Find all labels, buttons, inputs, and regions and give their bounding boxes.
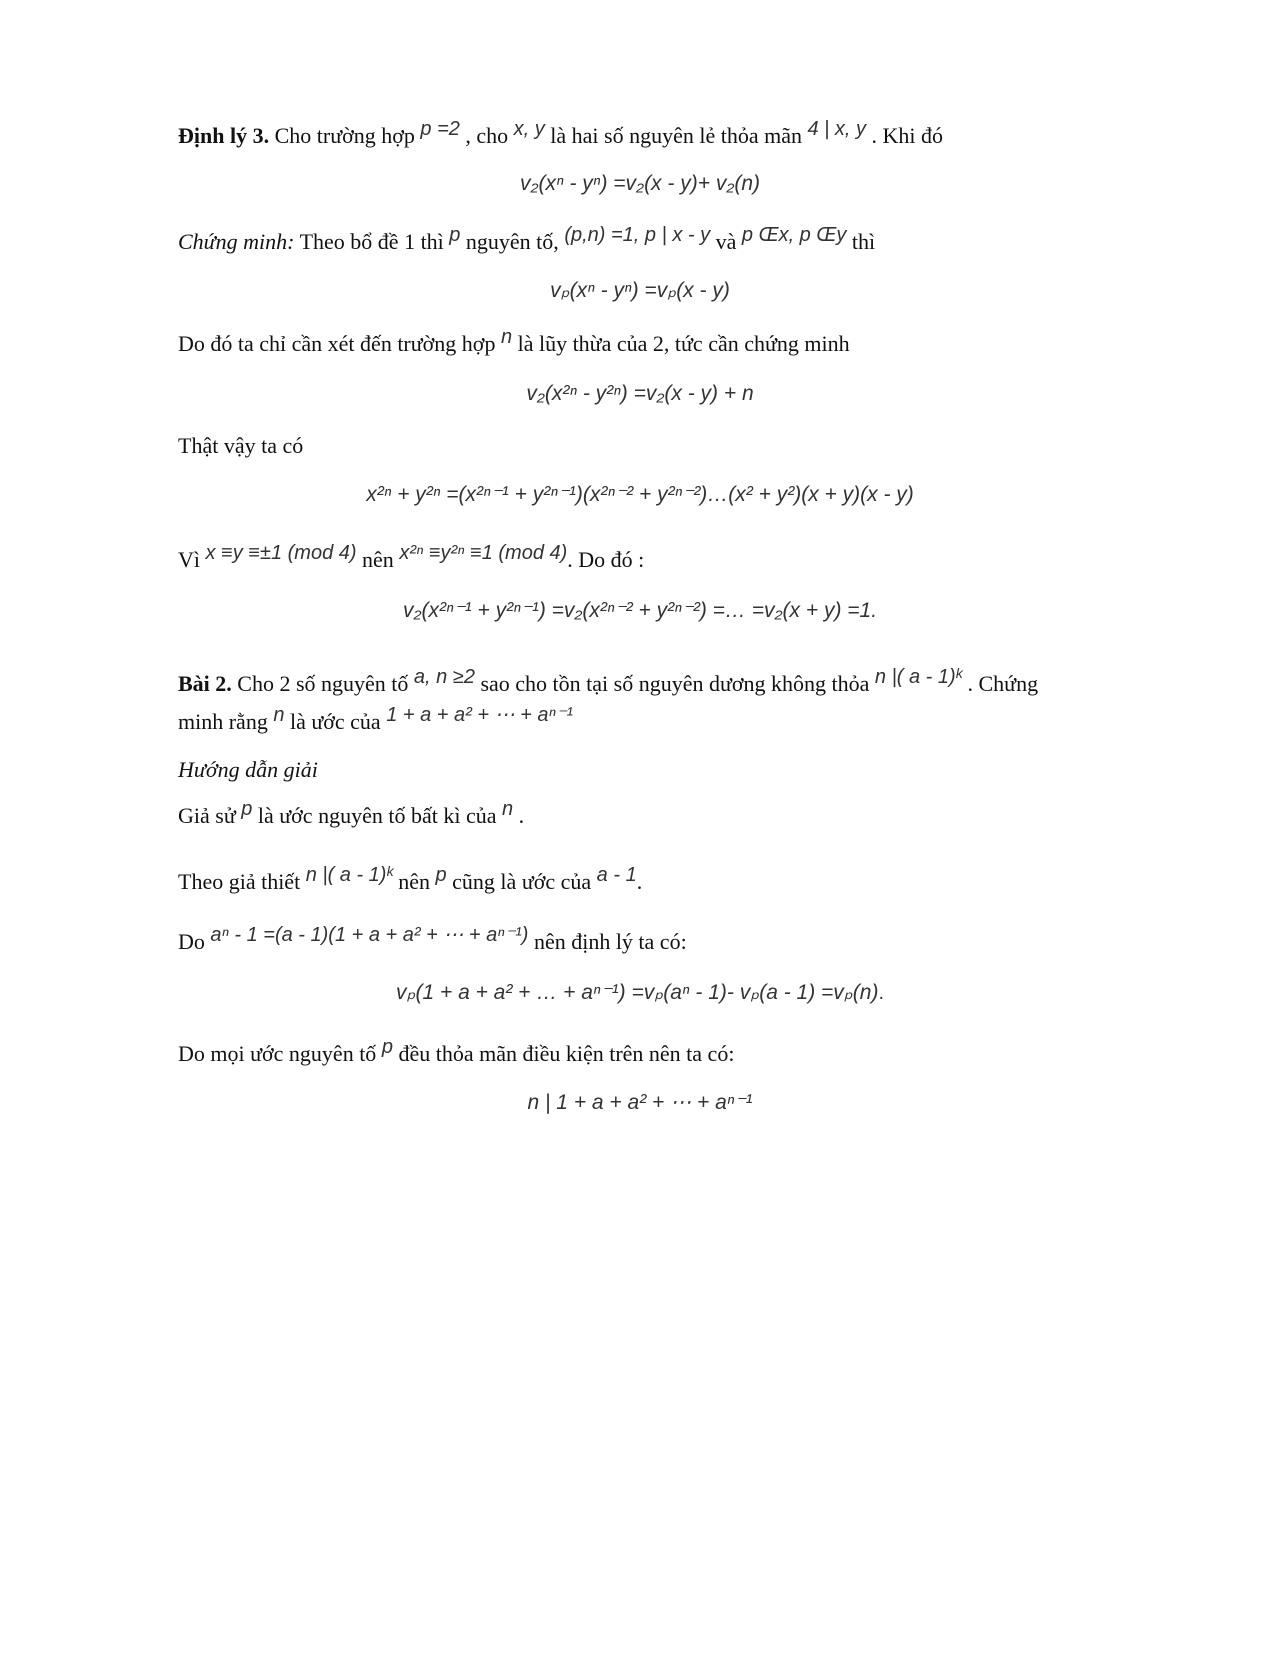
solution-formula-text: vₚ(1 + a + a² + … + aⁿ⁻¹) =vₚ(aⁿ - 1)- vₚ(a - 1) =vₚ(n) — [395, 981, 879, 1004]
theorem-text: , cho — [459, 123, 514, 148]
math-not-divides: p Œx, p Œy — [741, 224, 847, 246]
proof-line-3: Thật vậy ta có — [178, 433, 304, 458]
solution-text: nên — [392, 869, 436, 894]
math-p: p — [435, 864, 447, 886]
math-a-minus-1: a - 1 — [596, 864, 637, 886]
math-congruence-1: x ≡y ≡±1 (mod 4) — [205, 542, 357, 564]
math-divisibility: 4 | x, y — [807, 118, 867, 140]
solution-line-1 — [178, 798, 525, 831]
theorem-text: là hai số nguyên lẻ thỏa mãn — [544, 123, 808, 148]
exercise-line-1 — [178, 666, 1039, 699]
exercise-text: minh rằng — [178, 709, 274, 734]
solution-line-3 — [178, 924, 687, 957]
proof-text: Vì — [178, 547, 206, 572]
exercise-text: Cho 2 số nguyên tố — [231, 671, 414, 696]
theorem-formula: v₂(xⁿ - yⁿ) =v₂(x - y)+ v₂(n) — [519, 172, 760, 195]
solution-text: . — [636, 869, 643, 894]
proof-text: là lũy thừa của 2, tức cần chứng minh — [512, 331, 850, 356]
math-factorization: aⁿ - 1 =(a - 1)(1 + a + a² + ⋯ + aⁿ⁻¹) — [210, 924, 529, 946]
proof-formula-3: x²ⁿ + y²ⁿ =(x²ⁿ⁻¹ + y²ⁿ⁻¹)(x²ⁿ⁻² + y²ⁿ⁻²)…(x² + y²)(x + y)(x - y) — [366, 483, 914, 506]
exercise-text: là ước của — [284, 709, 387, 734]
math-geometric-sum: 1 + a + a² + ⋯ + aⁿ⁻¹ — [386, 704, 574, 726]
exercise-line-2 — [178, 704, 574, 737]
solution-text: Giả sử — [178, 803, 242, 828]
proof-text: . Do đó : — [567, 547, 645, 572]
proof-label: Chứng minh: — [178, 229, 295, 254]
proof-line-1 — [178, 224, 876, 257]
theorem-statement — [178, 118, 944, 151]
math-n: n — [501, 798, 514, 820]
proof-text: và — [710, 229, 742, 254]
math-coprime-condition: (p,n) =1, p | x - y — [564, 224, 711, 246]
math-x-y: x, y — [513, 118, 545, 140]
math-n: n — [500, 326, 513, 348]
math-p: p — [241, 798, 253, 820]
proof-text: nguyên tố, — [460, 229, 565, 254]
solution-text: . — [513, 803, 525, 828]
solution-text: nên định lý ta có: — [528, 929, 687, 954]
final-result: n | 1 + a + a² + ⋯ + aⁿ⁻¹ — [527, 1091, 753, 1114]
math-congruence-2: x²ⁿ ≡y²ⁿ ≡1 (mod 4) — [399, 542, 568, 564]
solution-text: Do — [178, 929, 211, 954]
proof-formula-2: v₂(x²ⁿ - y²ⁿ) =v₂(x - y) + n — [526, 382, 754, 405]
math-divides-power: n |( a - 1)ᵏ — [305, 864, 393, 886]
exercise-text: . Chứng — [961, 671, 1039, 696]
solution-formula — [0, 980, 1280, 1005]
exercise-text: sao cho tồn tại số nguyên dương không thỏa — [474, 671, 875, 696]
proof-text: Theo bổ đề 1 thì — [294, 229, 450, 254]
math-a-n: a, n ≥2 — [413, 666, 475, 688]
proof-text: nên — [356, 547, 400, 572]
theorem-text: Cho trường hợp — [269, 123, 421, 148]
solution-line-2 — [178, 864, 643, 897]
solution-label: Hướng dẫn giải — [178, 757, 318, 782]
math-p: p — [381, 1036, 393, 1058]
solution-text: Do mọi ước nguyên tố — [178, 1041, 382, 1066]
solution-text: đều thỏa mãn điều kiện trên nên ta có: — [392, 1041, 735, 1066]
math-n: n — [273, 704, 285, 726]
solution-line-4 — [178, 1036, 735, 1069]
math-p: p — [449, 224, 461, 246]
proof-text: Do đó ta chỉ cần xét đến trường hợp — [178, 331, 501, 356]
solution-text: cũng là ước của — [446, 869, 597, 894]
math-p-equals-2: p =2 — [420, 118, 460, 140]
solution-formula-dot: . — [878, 982, 885, 1004]
math-divides-power: n |( a - 1)ᵏ — [874, 666, 962, 688]
solution-text: Theo giả thiết — [178, 869, 306, 894]
solution-text: là ước nguyên tố bất kì của — [252, 803, 502, 828]
proof-line-4 — [178, 542, 645, 575]
proof-formula-4: v₂(x²ⁿ⁻¹ + y²ⁿ⁻¹) =v₂(x²ⁿ⁻² + y²ⁿ⁻²) =… =v₂(x + y) =1. — [402, 599, 878, 622]
proof-formula-1: vₚ(xⁿ - yⁿ) =vₚ(x - y) — [550, 279, 730, 302]
theorem-text: . Khi đó — [866, 123, 944, 148]
exercise-title: Bài 2. — [178, 671, 232, 696]
proof-text: thì — [846, 229, 876, 254]
proof-line-2 — [178, 326, 850, 359]
theorem-title: Định lý 3. — [178, 123, 270, 148]
